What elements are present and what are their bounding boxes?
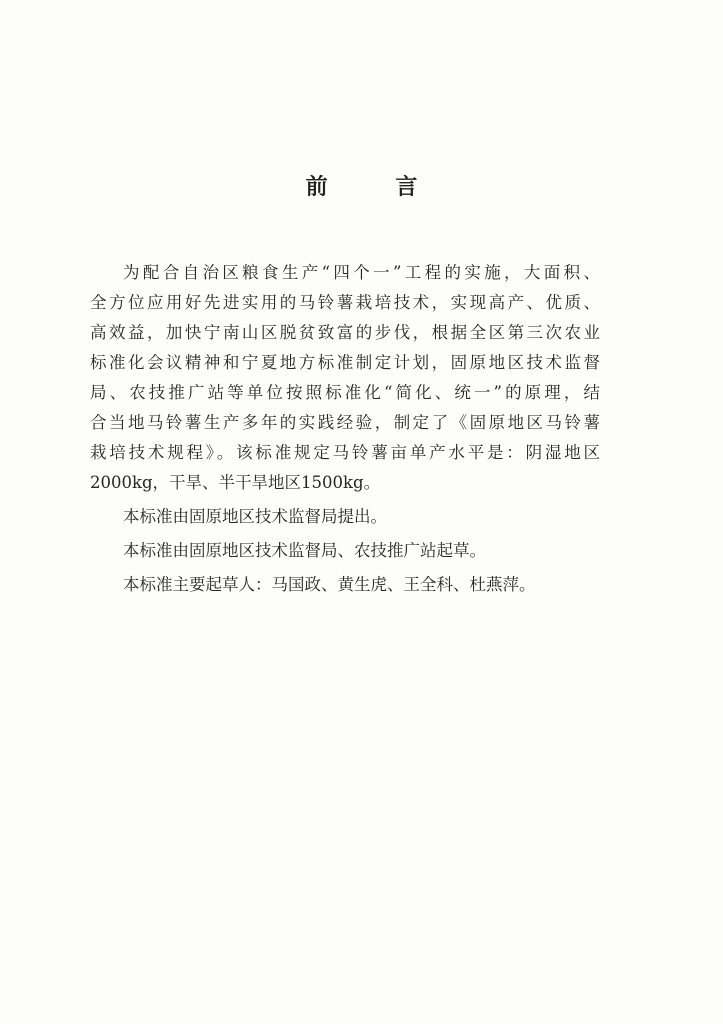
paragraph-1-line-5: 局、农技推广站等单位按照标准化“简化、统一”的原理，结 — [90, 383, 600, 402]
paragraph-1-line-8: 2000kg，干旱、半干旱地区1500kg。 — [90, 473, 381, 492]
paragraph-1-line-1: 为配合自治区粮食生产“四个一”工程的实施，大面积、 — [123, 263, 600, 282]
paragraph-4: 本标准主要起草人：马国政、黄生虎、王全科、杜燕萍。 — [123, 575, 536, 594]
preface-body — [90, 258, 600, 600]
paragraph-1-line-7: 栽培技术规程》。该标准规定马铃薯亩单产水平是：阴湿地区 — [90, 443, 600, 462]
paragraph-1-line-6: 合当地马铃薯生产多年的实践经验，制定了《固原地区马铃薯 — [90, 413, 600, 432]
paragraph-2: 本标准由固原地区技术监督局提出。 — [123, 507, 387, 526]
page-title: 前 言 — [305, 174, 448, 200]
paragraph-1-line-2: 全方位应用好先进实用的马铃薯栽培技术，实现高产、优质、 — [90, 293, 600, 312]
paragraph-3: 本标准由固原地区技术监督局、农技推广站起草。 — [123, 541, 486, 560]
paragraph-1-line-3: 高效益，加快宁南山区脱贫致富的步伐，根据全区第三次农业 — [90, 323, 600, 342]
paragraph-1-line-4: 标准化会议精神和宁夏地方标准制定计划，固原地区技术监督 — [90, 353, 600, 372]
